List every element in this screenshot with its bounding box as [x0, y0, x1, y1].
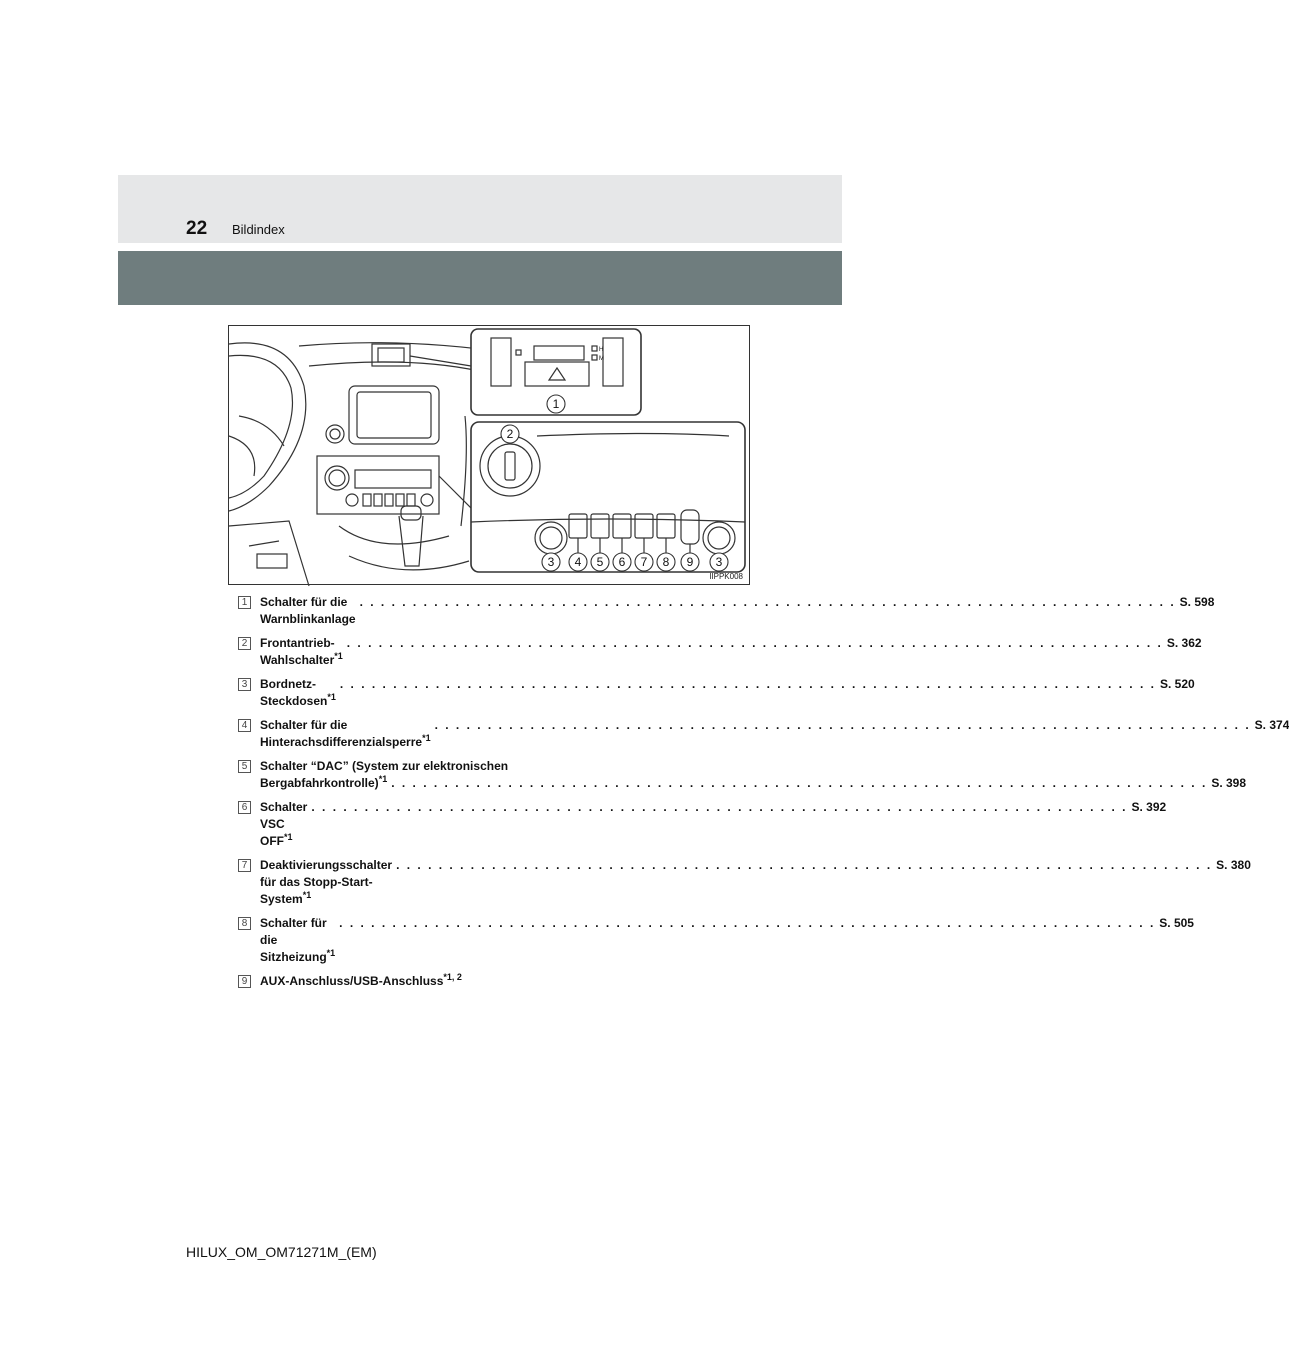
header-band: [118, 175, 842, 243]
callout-label: 8: [662, 555, 670, 569]
list-item: [238, 758, 1247, 792]
footnote-mark: *1: [334, 651, 343, 661]
item-text: Schalter VSC OFF: [260, 800, 308, 848]
page-reference[interactable]: S. 392: [1131, 800, 1167, 814]
item-text-line1: Schalter “DAC” (System zur elektronischen: [260, 759, 509, 773]
item-number: 3: [238, 678, 251, 691]
callout-label: 7: [640, 555, 648, 569]
item-number: 8: [238, 917, 251, 930]
dashboard-drawing: [229, 326, 751, 586]
callout-label: 9: [686, 555, 694, 569]
item-text: Bordnetz-Steckdosen: [260, 677, 328, 708]
page-reference[interactable]: S. 520: [1159, 677, 1195, 691]
page-reference[interactable]: S. 374: [1254, 718, 1289, 732]
item-list: [238, 594, 1289, 997]
footnote-mark: *1: [284, 832, 293, 842]
list-item: [238, 857, 1251, 908]
callout-label: 5: [596, 555, 604, 569]
document-id: HILUX_OM_OM71271M_(EM): [186, 1244, 377, 1260]
footnote-mark: *1: [422, 733, 431, 743]
panel-label-h: H: [599, 347, 604, 353]
panel-label-m: M: [599, 356, 604, 362]
list-item: [238, 799, 1167, 850]
page-reference[interactable]: S. 398: [1211, 776, 1247, 790]
item-text: AUX-Anschluss/USB-Anschluss: [260, 974, 444, 988]
page-reference[interactable]: S. 598: [1179, 595, 1215, 609]
item-number: 6: [238, 801, 251, 814]
item-text: Schalter für die Warnblinkanlage: [260, 595, 356, 626]
item-text: Schalter für die Sitzheizung: [260, 916, 327, 964]
list-item: [238, 594, 1215, 628]
list-item: [238, 973, 722, 990]
item-text: Schalter für die Hinterachsdifferenzialsperre: [260, 718, 423, 749]
list-item: [238, 915, 1194, 966]
footnote-mark: *1: [327, 692, 336, 702]
callout-label: 2: [506, 427, 514, 441]
callout-label: 3: [547, 555, 555, 569]
item-number: 1: [238, 596, 251, 609]
callout-label: 4: [574, 555, 582, 569]
list-item: [238, 676, 1195, 710]
item-text: Frontantrieb-Wahlschalter: [260, 636, 335, 667]
page-reference[interactable]: S. 380: [1216, 858, 1251, 872]
page-number: 22: [186, 218, 208, 239]
item-number: 7: [238, 859, 251, 872]
item-number: 4: [238, 719, 251, 732]
figure-code: IIPPK008: [709, 572, 743, 581]
dashboard-illustration: [228, 325, 750, 585]
callout-label: 3: [715, 555, 723, 569]
item-number: 5: [238, 760, 251, 773]
callout-label: 6: [618, 555, 626, 569]
item-text: Deaktivierungsschalter für das Stopp-Start-System: [260, 858, 393, 906]
section-title: Bildindex: [232, 222, 285, 237]
footnote-mark: *1, 2: [443, 972, 462, 982]
callout-label: 1: [552, 397, 560, 411]
footnote-mark: *1: [378, 774, 388, 784]
footnote-mark: *1: [326, 948, 336, 958]
item-number: 9: [238, 975, 251, 988]
list-item: [238, 635, 1202, 669]
item-number: 2: [238, 637, 251, 650]
page-reference[interactable]: S. 505: [1159, 916, 1194, 930]
page-reference[interactable]: S. 362: [1166, 636, 1202, 650]
list-item: [238, 717, 1289, 751]
footnote-mark: *1: [302, 890, 312, 900]
chapter-band: [118, 251, 842, 305]
item-text: Bergabfahrkontrolle): [260, 776, 379, 790]
